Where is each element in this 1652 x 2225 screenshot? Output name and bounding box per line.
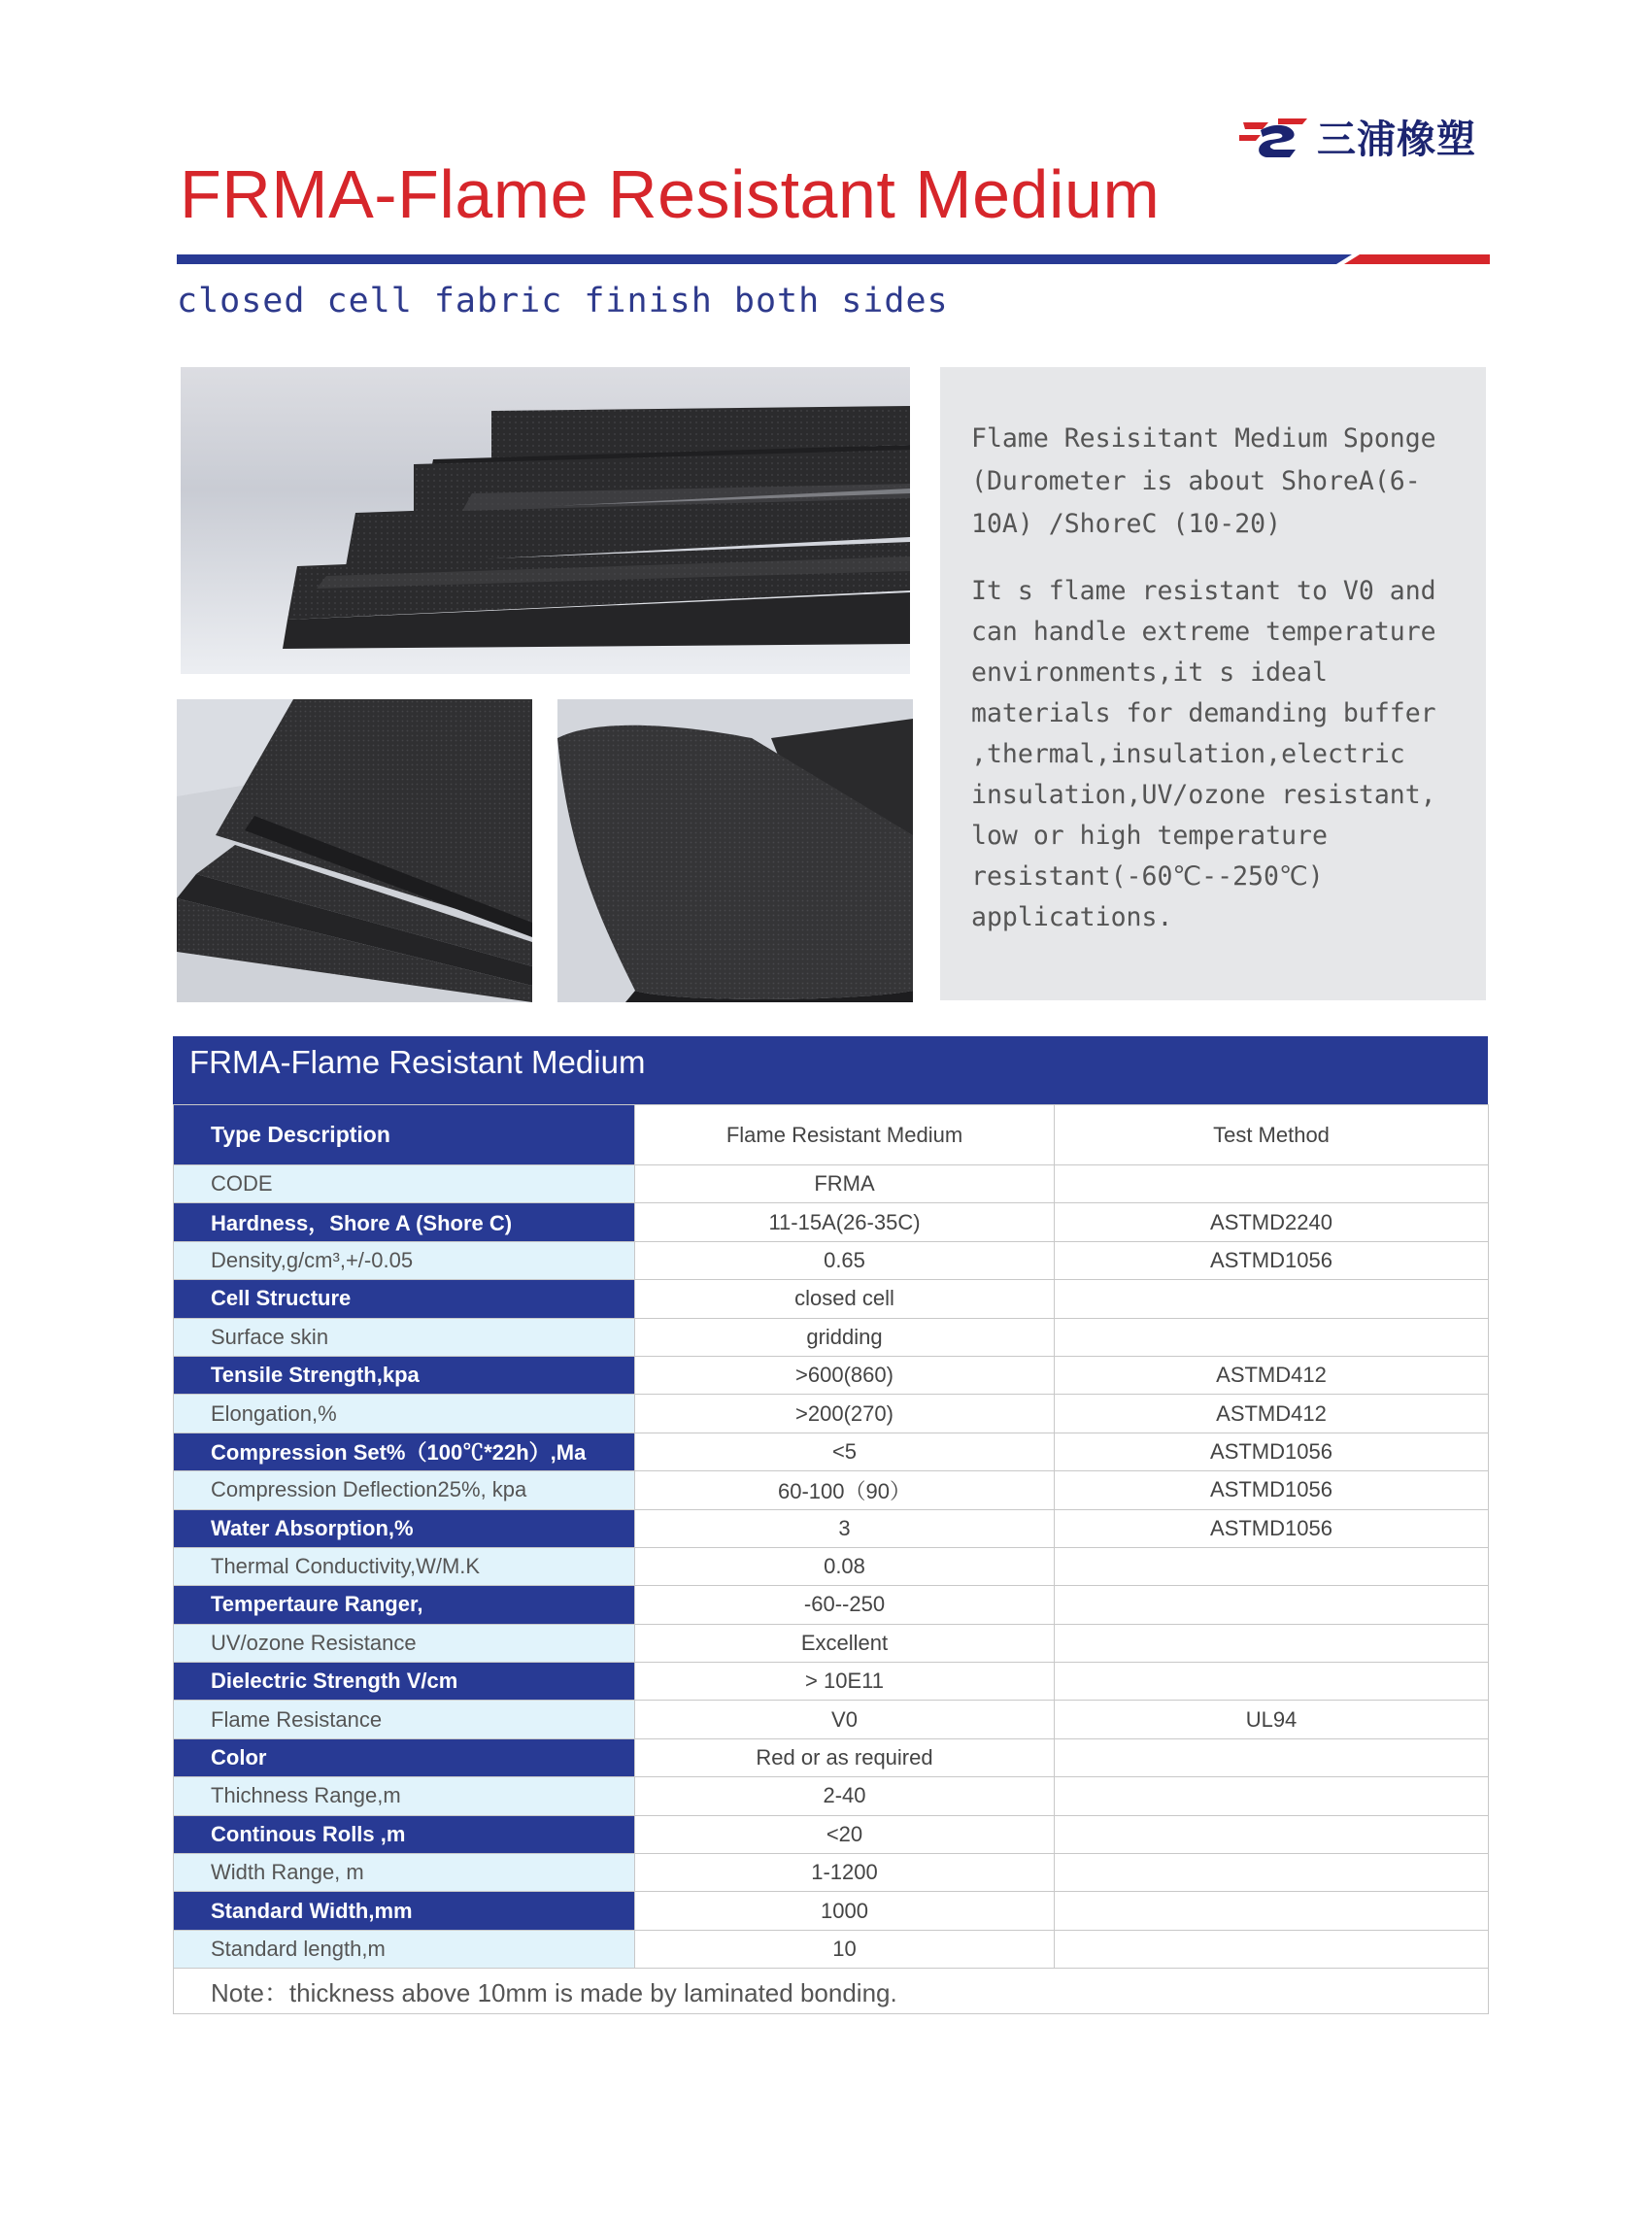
row-value: 0.65	[635, 1241, 1055, 1279]
row-test-method: ASTMD1056	[1055, 1433, 1489, 1470]
row-test-method	[1055, 1280, 1489, 1318]
row-label: Flame Resistance	[174, 1701, 635, 1738]
row-value: 11-15A(26-35C)	[635, 1203, 1055, 1241]
row-value: 0.08	[635, 1547, 1055, 1585]
header-type-description: Type Description	[174, 1105, 635, 1165]
row-value: >200(270)	[635, 1395, 1055, 1433]
foam-sheet-stack-photo	[181, 367, 910, 674]
row-label: Water Absorption,%	[174, 1509, 635, 1547]
row-test-method: ASTMD2240	[1055, 1203, 1489, 1241]
table-row	[174, 1663, 1489, 1701]
table-row	[174, 1777, 1489, 1815]
table-row	[174, 1241, 1489, 1279]
row-label: Elongation,%	[174, 1395, 635, 1433]
row-value: V0	[635, 1701, 1055, 1738]
table-header-row	[174, 1105, 1489, 1165]
spec-table-heading: FRMA-Flame Resistant Medium	[173, 1036, 1488, 1104]
foam-sheet-bent-photo	[557, 699, 913, 1002]
row-value: 1-1200	[635, 1854, 1055, 1892]
table-note: Note：thickness above 10mm is made by laminated bonding.	[174, 1969, 1489, 2014]
row-value: 1000	[635, 1892, 1055, 1930]
row-value: gridding	[635, 1318, 1055, 1356]
row-value: > 10E11	[635, 1663, 1055, 1701]
row-value: Red or as required	[635, 1738, 1055, 1776]
table-row	[174, 1892, 1489, 1930]
row-value: >600(860)	[635, 1356, 1055, 1394]
row-label: CODE	[174, 1165, 635, 1203]
row-label: Thichness Range,m	[174, 1777, 635, 1815]
table-row	[174, 1930, 1489, 1968]
row-label: Hardness，Shore A (Shore C)	[174, 1203, 635, 1241]
header-product: Flame Resistant Medium	[635, 1105, 1055, 1165]
table-row	[174, 1509, 1489, 1547]
row-value: closed cell	[635, 1280, 1055, 1318]
row-value: 60-100（90）	[635, 1471, 1055, 1509]
company-logo	[1235, 109, 1490, 163]
row-value: FRMA	[635, 1165, 1055, 1203]
row-label: Density,g/cm³,+/-0.05	[174, 1241, 635, 1279]
table-row	[174, 1356, 1489, 1394]
product-description	[940, 367, 1486, 1000]
page-title: FRMA-Flame Resistant Medium	[180, 156, 1161, 232]
row-value: 3	[635, 1509, 1055, 1547]
table-row	[174, 1318, 1489, 1356]
row-label: UV/ozone Resistance	[174, 1624, 635, 1662]
row-test-method	[1055, 1738, 1489, 1776]
row-label: Cell Structure	[174, 1280, 635, 1318]
row-value: <5	[635, 1433, 1055, 1470]
row-test-method	[1055, 1815, 1489, 1853]
row-test-method: ASTMD412	[1055, 1395, 1489, 1433]
row-label: Tempertaure Ranger,	[174, 1586, 635, 1624]
row-label: Standard length,m	[174, 1930, 635, 1968]
row-test-method	[1055, 1586, 1489, 1624]
table-row	[174, 1701, 1489, 1738]
row-value: Excellent	[635, 1624, 1055, 1662]
row-test-method: ASTMD1056	[1055, 1241, 1489, 1279]
table-row	[174, 1395, 1489, 1433]
table-row	[174, 1624, 1489, 1662]
row-label: Surface skin	[174, 1318, 635, 1356]
table-row	[174, 1471, 1489, 1509]
spec-table	[173, 1036, 1488, 2014]
brand-name: 三浦橡塑	[1317, 117, 1476, 162]
row-label: Dielectric Strength V/cm	[174, 1663, 635, 1701]
description-paragraph-1: Flame Resisitant Medium Sponge (Durometer is about ShoreA(6-10A) /ShoreC (10-20)	[971, 423, 1436, 539]
row-test-method	[1055, 1854, 1489, 1892]
table-row	[174, 1280, 1489, 1318]
table-row	[174, 1815, 1489, 1853]
row-test-method	[1055, 1165, 1489, 1203]
row-value: <20	[635, 1815, 1055, 1853]
row-label: Compression Set%（100℃*22h）,Ma	[174, 1433, 635, 1470]
row-test-method	[1055, 1547, 1489, 1585]
title-divider	[177, 254, 1490, 264]
row-label: Color	[174, 1738, 635, 1776]
table-row	[174, 1433, 1489, 1470]
row-label: Standard Width,mm	[174, 1892, 635, 1930]
spec-table-grid	[173, 1104, 1489, 2014]
table-row	[174, 1586, 1489, 1624]
table-row	[174, 1203, 1489, 1241]
row-test-method	[1055, 1777, 1489, 1815]
row-value: 2-40	[635, 1777, 1055, 1815]
row-value: -60--250	[635, 1586, 1055, 1624]
foam-sheet-close-up-photo	[177, 699, 532, 1002]
table-row	[174, 1165, 1489, 1203]
row-test-method	[1055, 1663, 1489, 1701]
table-row	[174, 1547, 1489, 1585]
row-test-method: ASTMD1056	[1055, 1471, 1489, 1509]
row-test-method: ASTMD1056	[1055, 1509, 1489, 1547]
row-test-method: ASTMD412	[1055, 1356, 1489, 1394]
row-test-method	[1055, 1318, 1489, 1356]
row-label: Compression Deflection25%, kpa	[174, 1471, 635, 1509]
table-row	[174, 1854, 1489, 1892]
row-test-method: UL94	[1055, 1701, 1489, 1738]
row-value: 10	[635, 1930, 1055, 1968]
row-test-method	[1055, 1892, 1489, 1930]
row-label: Tensile Strength,kpa	[174, 1356, 635, 1394]
description-paragraph-2: It s flame resistant to V0 and can handle extreme temperature environments,it s ideal materials for demanding buffer ,thermal,insulation,electric insulation,UV/ozone resistant, low or high temperature resistant(-60℃--250℃) applications.	[971, 576, 1436, 932]
header-test-method: Test Method	[1055, 1105, 1489, 1165]
table-row	[174, 1738, 1489, 1776]
row-test-method	[1055, 1930, 1489, 1968]
row-test-method	[1055, 1624, 1489, 1662]
row-label: Width Range, m	[174, 1854, 635, 1892]
sps-logo-icon	[1235, 109, 1313, 163]
row-label: Continous Rolls ,m	[174, 1815, 635, 1853]
table-note-row	[174, 1969, 1489, 2014]
row-label: Thermal Conductivity,W/M.K	[174, 1547, 635, 1585]
page-subtitle: closed cell fabric finish both sides	[177, 282, 949, 320]
